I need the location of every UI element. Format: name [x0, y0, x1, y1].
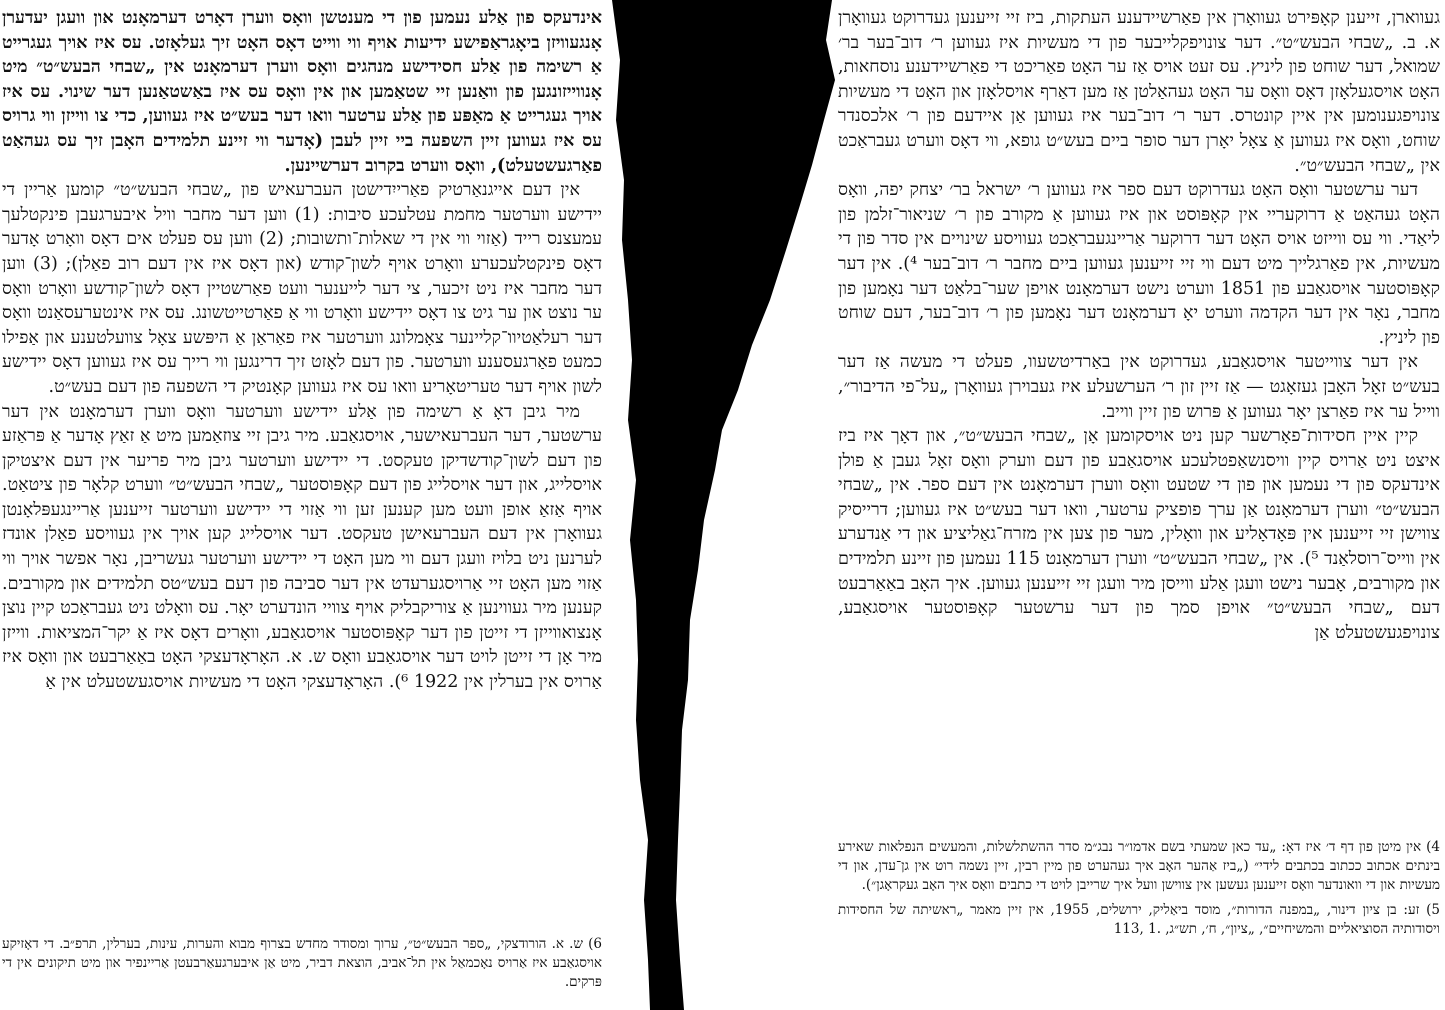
- right-paragraph-1: געווארן, זייענן קאָפּירט געוואָרן אין פאַרשיידענע העתקות, ביז זיי זייענען געדרוקט געוואָרן א. ב. „שבחי הבעש״ט״. דער צונויפקלייבער פון די מעשיות איז געווען ר׳ דוב־בער בר׳ שמואל, דער שוחט פון ליניץ. עס זעט אויס אַז ער האָט פאַריכט די פאַרשיידענע נוסחאות, האָט אויסגעלאָזן דאָס וואָס ער האָט געהאַלטן אַז מען דאַרף אויסלאָזן און האָט די מעשיות צונויפגענומען אין איין קונטרס. דער ר׳ דוב־בער איז געווען אַן איידעם פון ר׳ אלכסנדר שוחט, וואָס איז געווען אַ צאָל יאָרן דער סופר ביים בעש״ט גופא, ווי דאָס ווערט געבראַכט אין „שבחי הבעש״ט״.: [838, 8, 1440, 176]
- footnote-5: 5) זע: בן ציון דינור, „במפנה הדורות״, מוסד ביאַליק, ירושלים, 1955, אין זיין מאמר „ראשיתה של החסידות ויסודותיה הסוציאליים והמשיחיים״, „ציון״, ח׳, תש״ג, .1 ,113: [838, 902, 1441, 937]
- left-paragraph-2: אין דעם אייגנאַרטיק פאַרייִדישטן העברעאיש פון „שבחי הבעש״ט״ קומען אַריין די יידישע ווערטער מחמת עטלעכע סיבות: (1) ווען דער מחבר וויל איבערגעבן פינקטלעך עמעצנס רייד (אַזוי ווי אין די שאלות־ותשובות; (2) ווען עס פעלט אים דאָס וואָרט אָדער דאָס פינקטלעכערע וואָרט אויף לשון־קודש (און דאָס איז אין דעם רוב פאַלן); (3) ווען דער מחבר איז ניט זיכער, צי דער לייענער וועט פאַרשטיין דאָס לשון־קודשע וואָרט וואָס ער נוצט און ער גיט צו דאָס יידישע וואָרט ווי אַ פאַרטייטשונג. עס איז אינטערעסאַנט וואָס דער רעלאַטיוו־קליינער צאָמלונג ווערטער איז פאַראַן אַ היפּשע צאָל צוועלטענע און אַפילו כמעט פאַרגעסענע ווערטער. פון דעם לאָזט זיך דרינגען ווי רייך עס איז געווען דאָס יידישע לשון אויף דער טעריטאָריע וואו עס איז געווען קאָנטיק די השפעה פון דעם בעש״ט.: [2, 180, 602, 397]
- left-paragraph-1: אינדעקס פון אַלע נעמען פון די מענטשן וואָס ווערן דאָרט דערמאָנט און וועגן יעדערן אָנגעוויזן ביאָגראַפישע ידיעות אויף ווי ווייט דאָס האָט זיך געלאָזט. עס איז אויך געגרייט אַ רשימה פון אַלע חסידישע מנהגים וואָס ווערן דערמאָנט אין „שבחי הבעש״ט״ מיט אָנווייזונגען פון וואַנען זיי שטאַמען און אין וואָס עס איז באַשטאַנען דער שינוי. עס איז אויך געגרייט אַ מאַפּע פון אַלע ערטער וואו דער בעש״ט איז געווען, כדי צו ווייזן ווי גרויס עס איז געווען זיין השפעה ביי זיין לעבן (אָדער ווי זיינע תלמידים האָבן זיך עס געהאַט פאַרגעשטעלט), וואָס ווערט בקרוב דערשיינען.: [2, 8, 602, 176]
- right-paragraph-3: אין דער צווייטער אויסגאַבע, געדרוקט אין באַרדיטשעוו, פעלט די מעשה אַז דער בעש״ט זאָל האָבן געזאָגט — אַז זיין זון ר׳ הערשעלע איז געבוירן געוואָרן „על־פי הדיבור״, ווייל ער איז פאַרצן יאָר געווען אַ פּרוש פון זיין ווייב.: [838, 352, 1440, 422]
- right-paragraph-4: קיין איין חסידות־פאָרשער קען ניט אויסקומען אָן „שבחי הבעש״ט״, און דאָך איז ביז איצט ניט אַרויס קיין וויסנשאַפטלעכע אויסגאַבע פון דעם ווערק וואָס זאָל געבן אַ פולן אינדעקס פון די נעמען און פון די שטעט וואָס ווערן דערמאָנט אין דעם ספר. אין „שבחי הבעש״ט״ ווערן דערמאָנט אַן ערך פופציק ערטער, וואו דער בעש״ט איז געווען; דרייסיק צווישן זיי זייענען אין פּאָדאָליע און וואָלין, מער פון צען אין מזרח־גאַליציע און די אַנדערע אין ווייס־רוסלאַנד ⁵). אין „שבחי הבעש״ט״ ווערן דערמאָנט 115 נעמען פון זיינע תלמידים און מקורבים, אָבער נישט וועגן אַלע ווייסן מיר וועגן זיי זייענען געווען. איך האָב באַאַרבעט דעם „שבחי הבעש״ט״ אויפן סמך פון דער ערשטער קאָפּוסטער אויסגאַבע, צונויפגעשטעלט אַן: [838, 426, 1440, 643]
- left-paragraph-3: מיר גיבן דאָ אַ רשימה פון אַלע יידישע ווערטער וואָס ווערן דערמאָנט אין דער ערשטער, דער העברעאישער, אויסגאַבע. מיר גיבן זיי צוזאַמען מיט אַ זאַץ אָדער אַ פּראַזע פון דעם לשון־קודשדיקן טעקסט. די יידישע ווערטער גיבן מיר פריער אין דעם איצטיקן אויסלייג, און דער אויסלייג פון דעם קאָפּוסטער „שבחי הבעש״ט״ ווערט קלאָר פון ציטאַט. אויף אַזאַ אופן וועט מען קענען זען ווי אַזוי די יידישע ווערטער זייענען אַריינגעפּלאָנטן געוואָרן אין דעם העברעאישן טעקסט. דער אויסלייג קען אויך אין געוויסע פאַלן אונדז לערנען ניט בלויז וועגן דעם ווי מען האָט די יידישע ווערטער געשריבן, נאָר אפשר אויך ווי אַזוי מען האָט זיי אַרויסגערעדט אין דער סביבה פון דעם בעש״טס תלמידים און מקורבים. קענען מיר געווינען אַ צוריקבליק אויף צוויי הונדערט יאָר. עס וואָלט ניט געבראַכט קיין נוצן אָנצואווייזן די זייטן פון דער קאָפּוסטער אויסגאַבע, וואָרים דאָס איז אַ יקר־המציאות. ווייזן מיר אָן די זייטן לויט דער אויסגאַבע וואָס ש. א. האָראָדעצקי האָט באַאַרבעט און וואָס איז אַרויס אין בערלין אין 1922 ⁶). האָראָדעצקי האָט די מעשיות אויסגעשטעלט אין אַ: [2, 401, 602, 693]
- footnote-6: 6) ש. א. הורודצקי, „ספר הבעש״ט״, ערוך ומסודר מחדש בצרוף מבוא והערות, עינות, בערלין, תרפ״ב. די דאָזיקע אויסגאַבע איז אַרויס נאָכמאַל אין תל־אביב, הוצאת דביר, מיט אַן איבערגעאַרבעטן אַריינפיר און מיט תיקונים אין די פּרקים.: [2, 936, 602, 990]
- right-paragraph-2: דער ערשטער וואָס האָט געדרוקט דעם ספר איז געווען ר׳ ישראל בר׳ יצחק יפה, וואָס האָט געהאַט אַ דרוקעריי אין קאָפּוסט און איז געווען אַ מקורב פון ר׳ שניאור־זלמן פון ליאַדי. ווי עס ווייזט אויס האָט דער דרוקער אַריינגעבראַכט געוויסע שינויים אין סדר פון די מעשיות, אין פאַרגלייך מיט דעם ווי זיי זייענען געווען ביים מחבר ר׳ דוב־בער ⁴). אין דער קאָפּוסטער אויסגאַבע פון 1851 ווערט נישט דערמאָנט אויפן שער־בלאַט דער נאָמען פון מחבר, נאָר אין דער הקדמה ווערט יאָ דערמאָנט דער נאָמען פון ר׳ דוב־בער, דעם שוחט פון ליניץ.: [838, 180, 1440, 348]
- footnote-4: 4) אין מיטן פון דף ד׳ איז דאָ: „עד כאן שמעתי בשם אדמו״ר נבג״מ סדר ההשתלשלות, והמעשים הנפלאות שאירע בינתים אכתוב ככתוב בכתבים לידי״ („ביז אַהער האָב איך געהערט פון מיין רבין, זיין נשמה רוט אין גן־עדן, און די מעשיות און די וואונדער וואָס זייענען געשען אין צווישן וועל איך שרייבן לויט די כתבים וואָס איך האָב געקראָגן״).: [838, 839, 1440, 893]
- torn-gap-shape: [612, 0, 835, 1010]
